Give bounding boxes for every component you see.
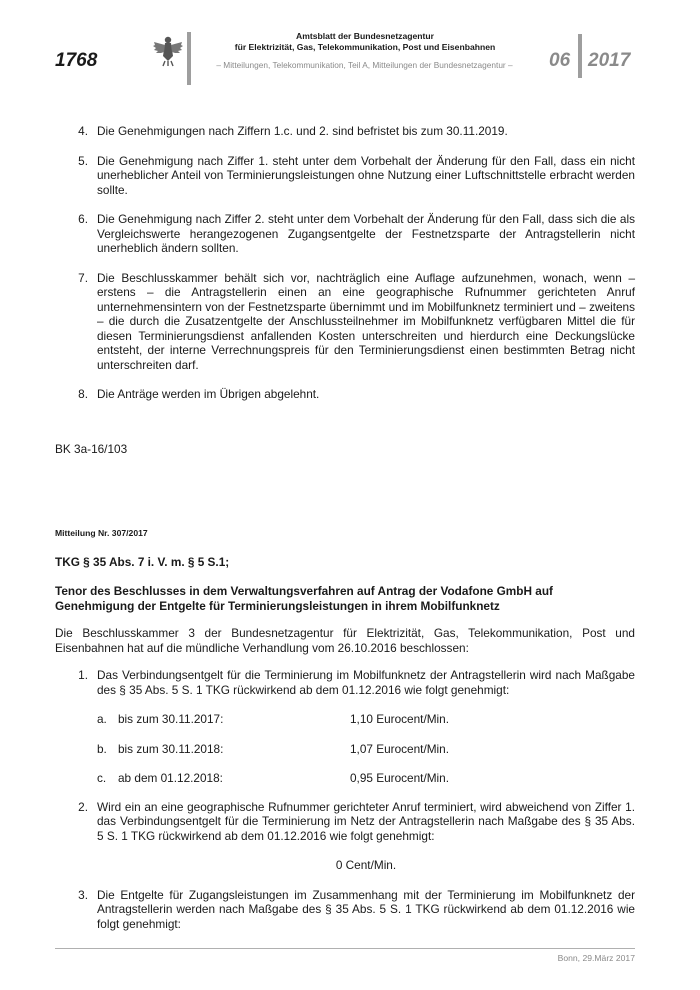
item-text: Die Genehmigung nach Ziffer 1. steht unter dem Vorbehalt der Änderung für den Fall, dass ein nicht unerheblicher Anteil von Terminierungsleistungen ohne Nutzung einer Luftschnittstelle erbracht werden sollte. [97, 153, 635, 197]
list-item [55, 124, 635, 139]
issue-divider [578, 34, 582, 78]
item-number: 2. [78, 799, 88, 814]
page-body [55, 124, 635, 931]
notice-label: Mitteilung Nr. 307/2017 [55, 528, 148, 538]
rate-row [97, 742, 635, 757]
page-number: 1768 [55, 50, 98, 71]
journal-title-line1: Amtsblatt der Bundesnetzagentur [296, 31, 434, 41]
item-number: 3. [78, 887, 88, 902]
list-item [55, 154, 635, 198]
item-text: Die Entgelte für Zugangsleistungen im Zusammenhang mit der Terminierung im Mobilfunknetz der Antragstellerin werden nach Maßgabe des § 35 Abs. 5 S. 1 TKG rückwirkend ab dem 01.12.2016 wie folgt genehmigt: [97, 887, 635, 931]
list-item [55, 888, 635, 932]
rate-letter: c. [97, 771, 107, 785]
journal-title [198, 31, 532, 53]
list-item [55, 387, 635, 402]
issue-year: 2017 [588, 50, 631, 71]
rate-value: 1,07 Eurocent/Min. [350, 741, 450, 756]
journal-title-line2: für Elektrizität, Gas, Telekommunikation, Post und Eisenbahnen [234, 42, 496, 52]
item-number: 7. [78, 270, 88, 285]
footer-divider [55, 948, 635, 949]
rate-value: 1,10 Eurocent/Min. [350, 712, 450, 726]
item2-rate: 0 Cent/Min. [335, 858, 397, 872]
item-text: Die Genehmigungen nach Ziffern 1.c. und 2. sind befristet bis zum 30.11.2019. [97, 124, 508, 138]
item-number: 5. [78, 153, 88, 168]
item-text: Die Anträge werden im Übrigen abgelehnt. [97, 387, 320, 401]
federal-eagle-logo [151, 34, 185, 68]
rate-value: 0,95 Eurocent/Min. [350, 771, 450, 785]
notice-intro: Die Beschlusskammer 3 der Bundesnetzagentur für Elektrizität, Gas, Telekommunikation, Post und Eisenbahnen hat auf die mündliche Verhandlung vom 26.10.2016 beschlossen: [55, 626, 635, 655]
file-reference: BK 3a-16/103 [55, 441, 128, 456]
issue-number: 06 [549, 50, 571, 71]
rate-period: bis zum 30.11.2018: [118, 741, 224, 756]
item-text: Die Genehmigung nach Ziffer 2. steht unter dem Vorbehalt der Änderung für den Fall, dass sich die als Vergleichswerte herangezogenen Zugangsentgelte der Festnetzsparte der Antragstellerin nicht unerheblich ändern sollten. [97, 212, 635, 255]
header-divider [187, 32, 191, 85]
rate-row [97, 771, 635, 786]
item-text: Das Verbindungsentgelt für die Terminierung im Mobilfunknetz der Antragstellerin wird nach Maßgabe des § 35 Abs. 5 S. 1 TKG rückwirkend ab dem 01.12.2016 wie folgt genehmigt: [97, 668, 635, 697]
rate-period: bis zum 30.11.2017: [118, 712, 224, 726]
list-item [55, 800, 635, 844]
footer-place-date: Bonn, 29.März 2017 [557, 953, 635, 963]
notice-law: TKG § 35 Abs. 7 i. V. m. § 5 S.1; [55, 554, 230, 569]
rate-row [97, 712, 635, 727]
item-text: Wird ein an eine geographische Rufnummer gerichteter Anruf terminiert, wird abweichend von Ziffer 1. das Verbindungsentgelt für die Terminierung im Netz der Antragstellerin nach Maßgabe des § 35 Abs. 5 S. 1 TKG rückwirkend ab dem 01.12.2016 wie folgt genehmigt: [97, 799, 635, 843]
list-item [55, 668, 635, 697]
list-item [55, 212, 635, 256]
notice-heading: Tenor des Beschlusses in dem Verwaltungsverfahren auf Antrag der Vodafone GmbH auf Genehmigung der Entgelte für Terminierungsleistungen in ihrem Mobilfunknetz [55, 584, 553, 613]
item-number: 6. [78, 212, 88, 226]
item-number: 1. [78, 668, 88, 682]
item-number: 8. [78, 387, 88, 401]
journal-subtitle: – Mitteilungen, Telekommunikation, Teil A, Mitteilungen der Bundesnetzagentur – [216, 60, 513, 70]
item-text: Die Beschlusskammer behält sich vor, nachträglich eine Auflage aufzunehmen, wonach, wenn – erstens – die Antragstellerin einen an eine geographische Rufnummer gerichteten Anruf unternehmensintern von der Festnetzsparte übernimmt und im Mobilfunknetz terminiert und – zweitens – die durch die Zusatzentgelte der Anschlussteilnehmer im Mobilfunknetz verfügbaren Mittel die für diesen Terminierungsdienst anfallenden Kosten unterschreiten und hierdurch eine Deckungslücke entsteht, der interne Verrechnungspreis für den Terminierungsdienst einen bestimmten Betrag nicht unterschreiten darf. [97, 270, 635, 372]
item-number: 4. [78, 124, 88, 138]
rate-period: ab dem 01.12.2018: [118, 771, 223, 785]
rate-letter: a. [97, 712, 107, 726]
list-item [55, 271, 635, 373]
rate-letter: b. [97, 741, 107, 756]
